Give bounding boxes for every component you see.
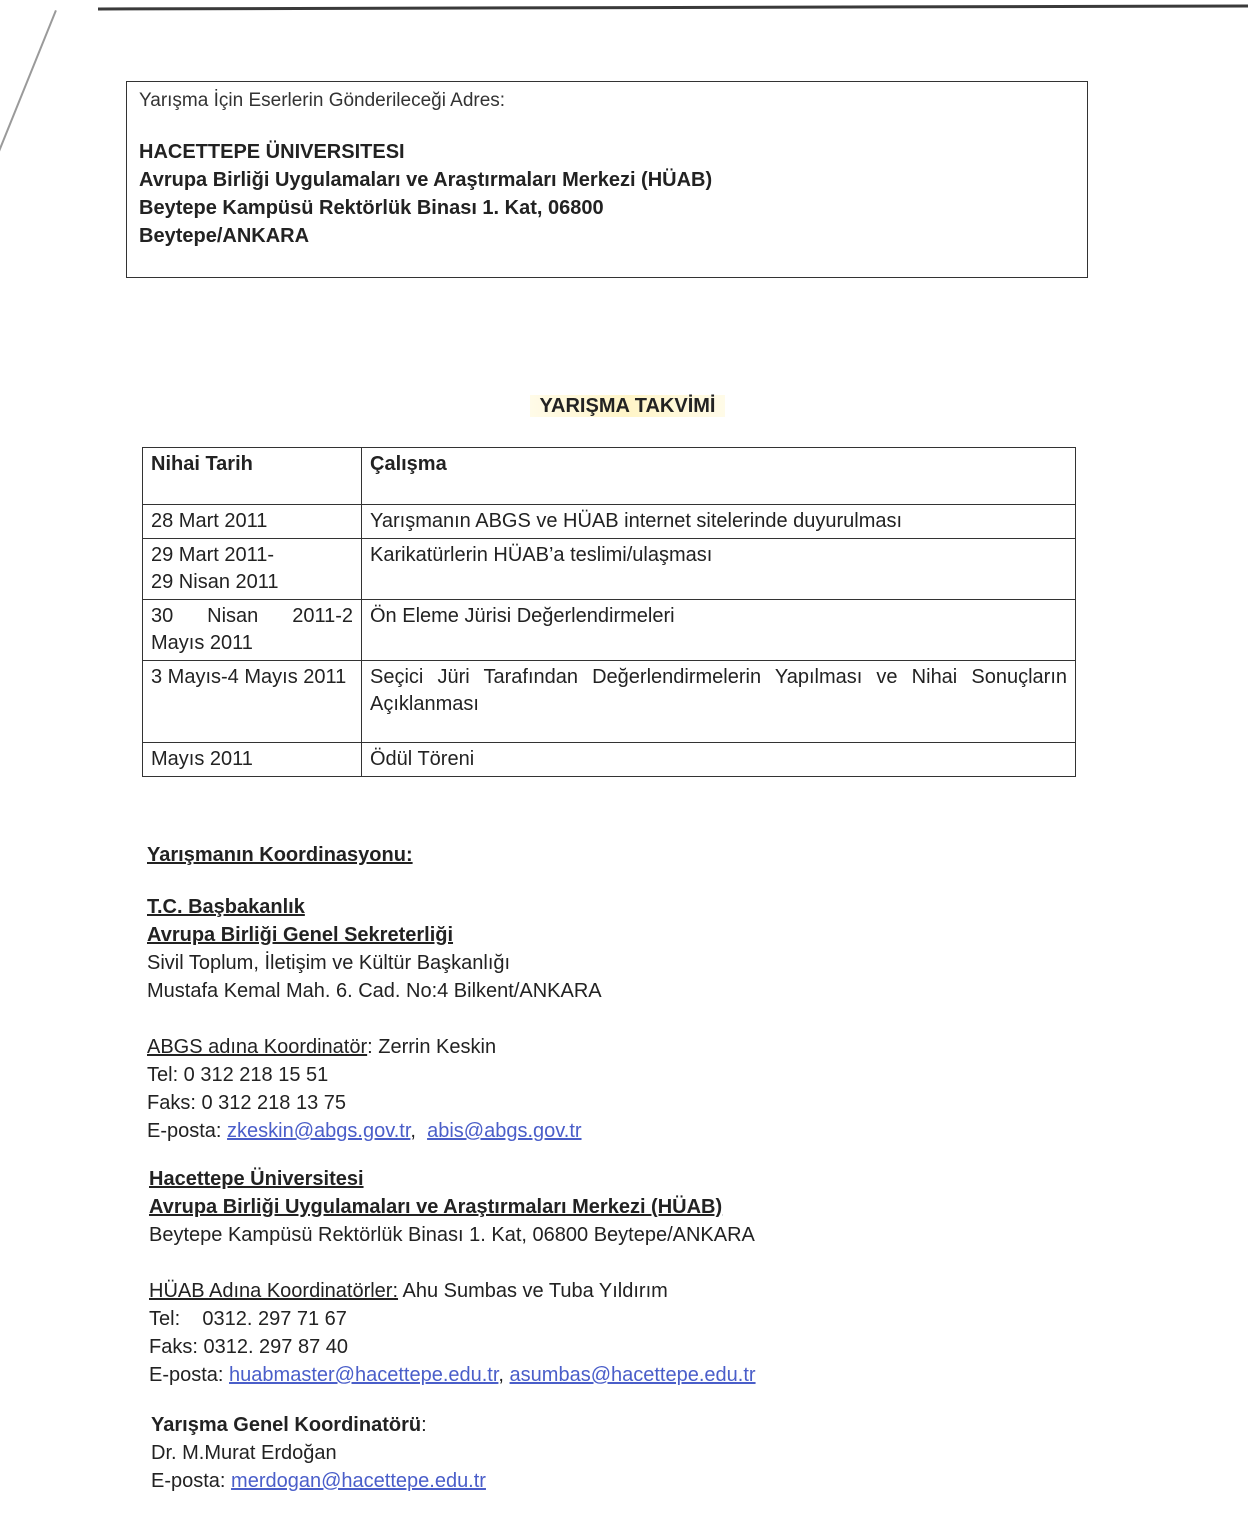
table-header-row: [143, 448, 1076, 505]
schedule-title: YARIŞMA TAKVİMİ: [0, 395, 1255, 418]
header-date: Nihai Tarih: [143, 448, 362, 505]
row-activity: Seçici Jüri Tarafından Değerlendirmelerin Yapılması ve Nihai Sonuçların Açıklanması: [362, 661, 1076, 743]
email-link-asumbas[interactable]: asumbas@hacettepe.edu.tr: [509, 1364, 756, 1386]
huab-org1: Hacettepe Üniversitesi: [149, 1168, 364, 1190]
huab-org2: Avrupa Birliği Uygulamaları ve Araştırmaları Merkezi (HÜAB): [149, 1196, 723, 1218]
huab-address: Beytepe Kampüsü Rektörlük Binası 1. Kat, 06800 Beytepe/ANKARA: [149, 1224, 755, 1246]
abgs-fax: Faks: 0 312 218 13 75: [147, 1092, 347, 1114]
row-date: 30 Nisan 2011-2 Mayıs 2011: [143, 600, 362, 661]
huab-coordinators: HÜAB Adına Koordinatörler: Ahu Sumbas ve Tuba Yıldırım: [149, 1280, 668, 1302]
address-label: Yarışma İçin Eserlerin Gönderileceği Adres:: [139, 90, 506, 111]
header-activity: Çalışma: [362, 448, 1076, 505]
abgs-block: [147, 893, 602, 1145]
coordination-heading: Yarışmanın Koordinasyonu:: [147, 844, 413, 866]
huab-block: [149, 1165, 756, 1389]
abgs-dept: Sivil Toplum, İletişim ve Kültür Başkanlığı: [147, 952, 511, 974]
table-row: [143, 539, 1076, 600]
row-date: 3 Mayıs-4 Mayıs 2011: [143, 661, 362, 743]
abgs-address: Mustafa Kemal Mah. 6. Cad. No:4 Bilkent/ANKARA: [147, 980, 602, 1002]
address-line-university: HACETTEPE ÜNIVERSITESI: [139, 141, 405, 163]
row-activity: Karikatürlerin HÜAB’a teslimi/ulaşması: [362, 539, 1076, 600]
huab-tel: Tel: 0312. 297 71 67: [149, 1308, 347, 1330]
schedule-table: [142, 447, 1076, 777]
row-activity: Yarışmanın ABGS ve HÜAB internet sitelerinde duyurulması: [362, 505, 1076, 539]
general-coordinator-label: Yarışma Genel Koordinatörü:: [151, 1414, 427, 1436]
general-coordinator-email: E-posta: merdogan@hacettepe.edu.tr: [151, 1470, 486, 1492]
scan-edge-line: [98, 4, 1248, 10]
address-box: [126, 81, 1088, 278]
table-row: [143, 743, 1076, 777]
email-link-huabmaster[interactable]: huabmaster@hacettepe.edu.tr: [229, 1364, 499, 1386]
address-line-city: Beytepe/ANKARA: [139, 225, 310, 247]
email-link-zkeskin[interactable]: zkeskin@abgs.gov.tr: [227, 1120, 411, 1142]
huab-email: E-posta: huabmaster@hacettepe.edu.tr, asumbas@hacettepe.edu.tr: [149, 1364, 756, 1386]
table-row: [143, 600, 1076, 661]
abgs-org1: T.C. Başbakanlık: [147, 896, 305, 918]
abgs-tel: Tel: 0 312 218 15 51: [147, 1064, 329, 1086]
table-row: [143, 505, 1076, 539]
abgs-org2: Avrupa Birliği Genel Sekreterliği: [147, 924, 454, 946]
row-date: Mayıs 2011: [143, 743, 362, 777]
general-coordinator-name: Dr. M.Murat Erdoğan: [151, 1442, 337, 1464]
row-date: 28 Mart 2011: [143, 505, 362, 539]
address-line-center: Avrupa Birliği Uygulamaları ve Araştırmaları Merkezi (HÜAB): [139, 169, 713, 191]
general-coordinator-block: [151, 1411, 486, 1495]
address-line-building: Beytepe Kampüsü Rektörlük Binası 1. Kat, 06800: [139, 197, 604, 219]
email-link-abis[interactable]: abis@abgs.gov.tr: [427, 1120, 582, 1142]
huab-fax: Faks: 0312. 297 87 40: [149, 1336, 349, 1358]
row-date: 29 Mart 2011- 29 Nisan 2011: [143, 539, 362, 600]
abgs-coordinator: ABGS adına Koordinatör: Zerrin Keskin: [147, 1036, 497, 1058]
email-link-merdogan[interactable]: merdogan@hacettepe.edu.tr: [231, 1470, 486, 1492]
table-row: [143, 661, 1076, 743]
row-activity: Ödül Töreni: [362, 743, 1076, 777]
scan-fold-line: [0, 10, 57, 173]
abgs-email: E-posta: zkeskin@abgs.gov.tr, abis@abgs.gov.tr: [147, 1120, 582, 1142]
row-activity: Ön Eleme Jürisi Değerlendirmeleri: [362, 600, 1076, 661]
